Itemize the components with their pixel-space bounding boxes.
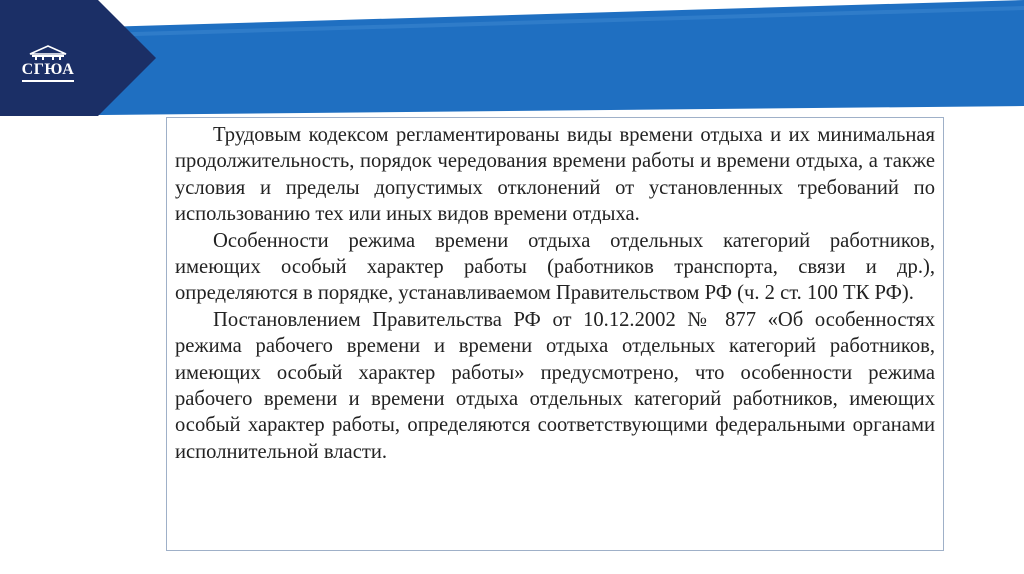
paragraph-government-decree: Постановлением Правительства РФ от 10.12.2002 № 877 «Об особенностях режима рабочего времени и времени отдыха отдельных категорий работников, имеющих особый характер работы» предусмотрено, что особенности режима рабочего времени и времени отдыха отдельных категорий работников, имеющих особый характер работы, определяются соответствующими федеральными органами исполнительной власти.: [175, 308, 935, 463]
building-icon: [26, 44, 70, 60]
logo-underline: [22, 80, 74, 82]
paragraph-special-regime: Особенности режима времени отдыха отдельных категорий работников, имеющих особый характер работы (работников транспорта, связи и др.), определяются в порядке, устанавливаемом Правительством РФ (ч. 2 ст. 100 ТК РФ).: [175, 229, 935, 305]
paragraph-rest-time-types: Трудовым кодексом регламентированы виды времени отдыха и их минимальная продолжительность, порядок чередования времени работы и времени отдыха, а также условия и пределы допустимых отклонений от установленных требований по использованию тех или иных видов времени отдыха.: [175, 124, 935, 226]
text-frame: [166, 117, 944, 551]
header-banner: [0, 0, 1024, 120]
university-logo: [12, 44, 84, 94]
logo-text: СГЮА: [21, 61, 75, 78]
